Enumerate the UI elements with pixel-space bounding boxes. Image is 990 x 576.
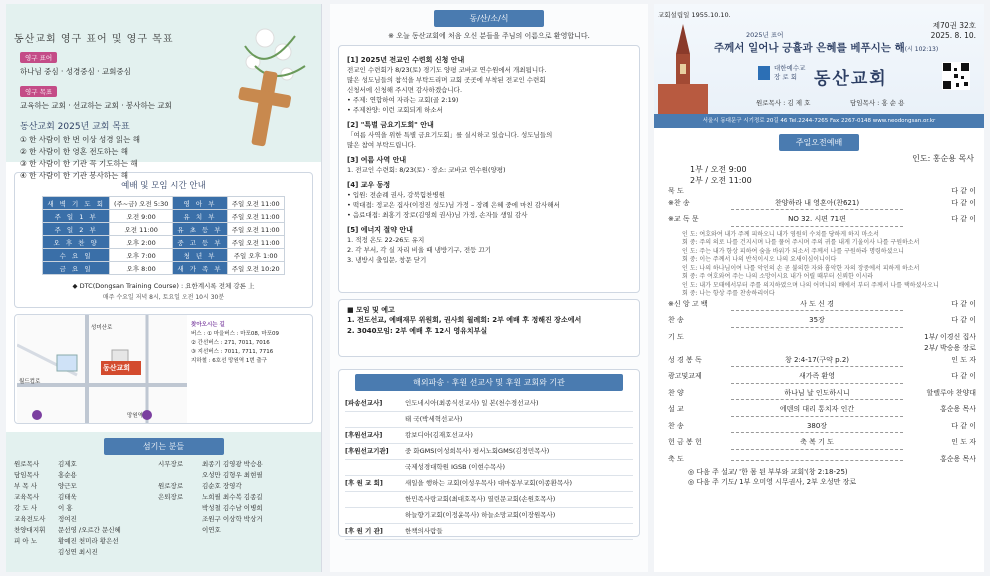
motto-year: 2025년 표어 [746,31,784,39]
responsive-reading-line: 회 중: 이는 주께서 나의 반석이시오 나의 요새이심이니이다 [682,256,837,263]
order-row [668,388,976,405]
order-of-worship [654,186,984,465]
mission-entries: 한책의사람들 [405,527,443,535]
next-prayer: ◎ 다음 주 기도/ 1부 오미영 시무권사, 2부 오성만 장로 [688,478,857,486]
mission-category: [후원선교사] [345,431,383,439]
middle-panel [330,4,648,572]
news-heading: [1] 2025년 전교인 수련회 신청 안내 [347,56,465,64]
mission-entries: 중 화GMS(이성희목사) 평서노회GMS(김정민목사) [405,447,550,455]
staff-cell: 교육목사 [14,493,40,501]
news-heading: [4] 교우 동정 [347,181,391,189]
mission-row [345,524,633,540]
staff-cell: 최종기 김영광 박승용 [202,460,263,468]
order-detail: 창 2:4-17(구약 p.2) [731,355,903,368]
goal2025-item: ③ 한 사람이 한 기관 꼭 기도하는 해 [20,159,138,168]
goal2025-item: ② 한 사람이 한 영혼 전도하는 해 [20,147,128,156]
meeting-title: ■ 모임 및 예고 [347,306,395,314]
cover-header [654,4,984,128]
schedule-cell: 오후 8:00 [109,262,172,275]
staff-cell [158,525,202,536]
mission-category [345,508,405,523]
staff-cell: 양근모 [58,482,77,490]
order-leader: 다 같 이 [951,372,976,380]
map-road-label: 성미산로 [91,325,113,331]
staff-cell: 담임목사 [14,471,40,479]
church-building-illustration [658,24,708,124]
motto-text: 주께서 일어나 긍휼과 은혜를 베푸시는 해 [714,42,905,54]
order-detail: 380장 [731,421,903,434]
staff-cell: 교육전도사 [14,515,46,523]
responsive-reading-line: 인 도: 주는 내가 항상 피하여 숨을 바위가 되소서 주께서 나를 구원하라 명령하셨으니 [682,247,904,255]
staff-list [14,459,313,558]
mission-category: [후 원 교 회] [345,479,383,487]
schedule-row [43,262,284,275]
staff-cell [158,503,202,514]
news-line: • 떡대접: 정교은 집사(이정진 성도)님 가정 – 장례 은혜 중에 마친 감사해서 [347,201,560,209]
mission-row [345,412,633,428]
mission-category: [후 원 기 관] [345,527,383,535]
staff-cell: 김태욱 [58,493,77,501]
news-line: 1. 전교인 수련회: 8/23(토) · 장소: 코바코 연수원(양평) [347,166,506,174]
welcome-text: ※ 오늘 동산교회에 처음 오신 분들을 주님의 이름으로 환영합니다. [388,32,590,40]
permanent-goal: 교육하는 교회 · 선교하는 교회 · 봉사하는 교회 [20,101,172,110]
mission-category: [파송선교사] [345,399,383,407]
service-time: 2부 / 오전 11:00 [690,176,752,185]
order-item: 찬 송 [668,316,684,324]
schedule-cell: 주일 오전 11:00 [227,223,284,236]
order-row [668,332,976,344]
staff-cell [202,547,312,558]
schedule-cell: 유 초 등 부 [173,223,227,236]
next-sermon: ◎ 다음 주 설교/ '한 몸 된 부부와 교회'(창 2:18-25) [688,468,848,476]
service-title: 주일오전예배 [779,134,859,151]
mission-row [345,428,633,444]
news-line: • 주제: 연합하여 자라는 교회(골 2:19) [347,96,459,104]
schedule-cell: 청 년 부 [173,249,227,262]
mission-box [338,369,640,537]
map-section [14,314,313,424]
mission-entries: 태 국(박세혁선교사) [405,415,463,423]
schedule-row [43,249,284,262]
schedule-cell: 영 아 부 [173,197,227,210]
staff-cell: 강 도 사 [14,504,37,512]
right-panel [654,4,984,572]
dtc-info: ◆ DTC(Dongsan Training Course) : 요한계시록 전체 강론 上 [72,282,255,290]
staff-row [14,525,313,536]
denomination-line: 대한예수교 [774,64,806,72]
order-leader: 인 도 자 [951,355,976,364]
staff-cell: 홍순용 [58,471,77,479]
directions-line: 지하철 : 6호선 망원역 1번 출구 [191,358,268,364]
news-line: 많은 성도님들의 참석을 부탁드리며 교회 곳곳에 부착된 전교인 수련회 [347,76,546,84]
staff-cell [14,547,58,558]
order-item: 헌 금 봉 헌 [668,438,702,446]
schedule-cell: 오전 9:00 [109,210,172,223]
mission-row [345,508,633,524]
news-line: 1. 적정 온도 22-26도 유지 [347,236,425,244]
news-line: 「여름 사역을 위한 특별 금요기도회」를 실시하고 있습니다. 성도님들의 [347,131,553,139]
service-times [690,164,984,186]
news-line: • 주제찬양: 이런 교회되게 하소서 [347,106,443,114]
staff-row [14,547,313,558]
order-row [668,343,976,355]
mission-entries: 인도네시아(최종식선교사) 일 본(천수경선교사) [405,399,539,407]
staff-cell: 시무장로 [158,460,184,468]
mission-category [345,412,405,427]
staff-cell: 부 목 사 [14,482,37,490]
staff-cell: 오성만 김형우 최현필 [202,471,263,479]
staff-cell: 노희필 최수복 김종길 [202,493,263,501]
staff-cell: 원로목사 [14,460,40,468]
order-item: 축 도 [668,454,684,463]
schedule-cell: 유 치 부 [173,210,227,223]
order-leader: 할렐루야 찬양대 [926,388,976,397]
staff-row [14,514,313,525]
directions [191,321,313,366]
emeritus-pastor: 원로목사 : 김 제 호 [756,99,811,107]
order-item: 설 교 [668,405,684,413]
news-title: 동/산/소/식 [434,10,544,27]
order-item: ※신 앙 고 백 [668,299,708,308]
responsive-reading-line: 회 중: 주의 의로 나를 건지시며 나를 풀어 주시며 주의 귀를 내게 기울이사 나를 구원하소서 [682,239,920,246]
denomination [774,64,805,82]
order-detail: 하나님 날 인도하시니 [731,388,903,401]
staff-cell: 이 홍 [58,504,73,512]
staff-cell: 정여진 [58,515,77,523]
staff-cell: 김제호 [58,460,77,468]
order-detail: 에덴의 대리 통치자 인간 [731,404,903,417]
order-leader: 다 같 이 [951,421,976,430]
left-panel [6,4,322,572]
mission-entries: 새일을 행하는 교회(이성우목사) 대마동부교회(이종환목사) [405,479,573,487]
mission-entries: 하늘향기교회(이정윤목사) 하늘소망교회(이장원목사) [405,511,556,519]
directions-line: ③ 지선버스 : 7011, 7711, 7716 [191,349,274,355]
issue-date: 2025. 8. 10. [930,31,976,40]
news-heading: [2] "특별 금요기도회" 안내 [347,121,434,129]
staff-cell: 문선영 /오르간 문신혜 [58,526,121,534]
order-detail: 사 도 신 경 [731,299,903,312]
meeting-line: 1. 전도선교, 예배재무 위원회, 권사회 월례회: 2부 예배 후 정해진 장소에서 [347,316,582,324]
senior-pastor: 담임목사 : 홍 순 용 [850,99,905,107]
service-time: 1부 / 오전 9:00 [690,165,747,174]
schedule-cell: 오후 7:00 [109,249,172,262]
mission-category: [후원선교기관] [345,447,389,455]
responsive-reading-line: 인 도: 내가 모태에서부터 주를 의지하였으며 나의 어머니의 배에서 부터 주께서 나를 택하셨사오니 [682,281,939,289]
schedule-cell: 수 요 일 [43,249,110,262]
staff-cell [158,547,202,558]
schedule-cell: 주일 오전 11:00 [227,236,284,249]
vision-title: 동산교회 영구 표어 및 영구 목표 [14,34,174,45]
order-leader: 다 같 이 [951,316,976,324]
order-detail [731,454,903,462]
order-leader: 다 같 이 [951,215,976,223]
staff-cell: 원로장로 [158,482,184,490]
schedule-cell: 중 고 등 부 [173,236,227,249]
mission-row [345,460,633,476]
schedule-box [14,172,313,308]
schedule-cell: 오 후 찬 양 [43,236,110,249]
mission-row [345,492,633,508]
mission-category [345,492,405,507]
news-line: 3. 냉방시 출입문, 창문 닫기 [347,256,427,264]
order-row [668,437,976,454]
map-station-label: 망원역 [127,413,143,419]
news-line: 2. 각 부서, 각 실 자리 비울 때 냉방기구, 전등 끄기 [347,246,492,254]
order-row [668,198,976,215]
schedule-row [43,223,284,236]
schedule-cell: 주 일 2 부 [43,223,110,236]
staff-row [14,481,313,492]
order-item: 광고및교제 [668,372,702,380]
motto-ref: (시 102:13) [904,46,939,53]
order-row [668,404,976,421]
denomination-line: 장 로 회 [774,73,797,81]
order-item: 묵 도 [668,187,684,195]
order-row [668,355,976,372]
mission-category [345,460,405,475]
mission-row [345,396,633,412]
order-detail: 새가족 환영 [731,371,903,384]
news-line: 전교인 수련회가 8/23(토) 경기도 양평 코바코 연수원에서 개최됩니다. [347,66,547,74]
order-item: 성 경 봉 독 [668,355,702,364]
schedule-cell: 주일 오전 11:00 [227,197,284,210]
order-item: 기 도 [668,332,684,341]
schedule-cell: (주~금) 오전 5:30 [109,197,172,210]
schedule-cell: 주일 오후 1:00 [227,249,284,262]
staff-row [14,492,313,503]
directions-line: 버스 : ① 마을버스 : 마포08, 마포09 [191,331,280,337]
directions-title: 찾아오시는 길 [191,322,225,328]
staff-cell: 이연호 [202,526,221,534]
order-leader: 다 같 이 [951,198,976,207]
schedule-row [43,236,284,249]
mission-entries: 국제성경대학원 IGSB (이현수목사) [405,463,506,471]
responsive-reading-line: 인 도: 여호와여 내가 주께 피하오니 내가 영원히 수치를 당하게 하지 마소서 [682,230,879,238]
order-row [668,371,976,388]
order-leader: 홍순용 목사 [939,454,976,463]
order-leader: 1부/ 이경신 집사 [924,332,976,341]
mission-entries: 캄보디아(김재호선교사) [405,431,473,439]
order-detail: NO 32. 시편 71편 [731,214,903,227]
order-row [668,421,976,438]
order-detail: 35장 [731,315,903,328]
meeting-box [338,299,640,357]
mission-list [345,396,633,540]
staff-cell: 조원구 이상학 박상거 [202,515,263,523]
order-row [668,299,976,316]
schedule-cell: 새 벽 기 도 회 [43,197,110,210]
news-line: 많은 참여 부탁드립니다. [347,141,416,149]
order-leader: 인 도 자 [951,438,976,446]
staff-cell [158,514,202,525]
staff-cell [202,536,312,547]
schedule-row [43,210,284,223]
schedule-cell: 주일 오전 11:00 [227,210,284,223]
schedule-cell: 주 일 1 부 [43,210,110,223]
next-week [654,467,984,487]
staff-cell: 박성철 김수남 이병희 [202,504,263,512]
order-item [668,343,728,355]
order-detail: 찬양하라 내 영혼아(찬621) [731,198,903,211]
news-line: • 입원: 전순례 권사, 강북힘찬병원 [347,191,445,199]
news-heading: [3] 여름 사역 안내 [347,156,407,164]
staff-row [14,536,313,547]
staff-section [6,432,321,572]
church-name: 동산교회 [814,69,888,89]
schedule-table [42,196,284,275]
map-church-label: 동산교회 [103,364,131,372]
mission-entries: 한민족사랑교회(최대호목사) 열린문교회(손원호목사) [405,495,556,503]
order-detail: 축 복 기 도 [731,437,903,450]
responsive-reading-line: 인 도: 나의 하나님이여 나를 악인의 손 곧 불의한 자와 흉악한 자의 장중에서 피하게 하소서 [682,264,920,272]
founded-date: 교회설립일 1955.10.10. [658,11,731,19]
order-leader: 2부/ 박승용 장로 [924,344,976,352]
vision-section [6,4,321,180]
staff-cell: 찬양대지휘 [14,526,46,534]
address-bar: 서울시 동대문구 시기정로 20길 46 Tel.2244-7265 Fax 2267-0148 www.neodongsan.or.kr [654,114,984,128]
service-leader: 인도: 홍순용 목사 [912,154,974,163]
staff-row [14,503,313,514]
news-items [347,55,631,265]
staff-cell: 김성연 최시진 [58,548,98,556]
order-row [668,454,976,466]
issue-number: 제70권 32호 [932,21,976,30]
order-leader: 다 같 이 [951,187,976,195]
directions-line: ② 간선버스 : 271, 7011, 7016 [191,340,270,346]
order-leader: 다 같 이 [951,299,976,308]
order-item: ※교 독 문 [668,215,699,223]
schedule-cell: 주일 오전 10:20 [227,262,284,275]
staff-row [14,470,313,481]
denomination-logo-icon [758,66,770,80]
schedule-cell: 오전 11:00 [109,223,172,236]
goal-pill: 영구 목표 [20,86,57,97]
staff-cell: 김순호 장영각 [202,482,242,490]
staff-cell [158,536,202,547]
mission-row [345,444,633,460]
order-row [668,186,976,198]
issue-info [931,20,976,40]
motto-pill: 영구 표어 [20,52,57,63]
staff-cell: 은퇴장로 [158,493,184,501]
mission-title: 해외파송 · 후원 선교사 및 후원 교회와 기관 [355,374,623,391]
meeting-line: 2. 3040모임: 2부 예배 후 12시 영유치부실 [347,327,488,335]
responsive-reading-line: 회 중: 나는 항상 주를 찬송하리이다 [682,290,775,297]
schedule-title: 예배 및 모임 시간 안내 [121,181,206,191]
qr-code-icon[interactable] [942,62,970,90]
news-heading: [5] 에너지 절약 안내 [347,226,413,234]
order-item: 찬 양 [668,388,684,397]
goal2025-title: 동산교회 2025년 교회 목표 [20,122,130,132]
order-row [668,315,976,332]
staff-cell: 피 아 노 [14,537,37,545]
order-item: 찬 송 [668,421,684,430]
news-line: 신청서에 신청해 주시면 감사하겠습니다. [347,86,463,94]
news-line: • 음료대접: 최홍기 장로(김영희 권사)님 가정, 손자들 생일 감사 [347,211,528,219]
permanent-motto: 하나님 중심 · 성경중심 · 교회중심 [20,67,131,76]
staff-cell: 황예진 천미라 황은선 [58,537,119,545]
year-motto [714,40,938,55]
goal2025-item: ① 한 사람이 한 번 이상 성경 읽는 해 [20,135,140,144]
dtc-time: 매주 수요일 저녁 8시, 토요일 오전 10시 30분 [102,294,225,301]
staff-row [14,459,313,470]
order-row [668,214,976,231]
order-item: ※찬 송 [668,198,690,207]
cross-flower-illustration [225,16,315,156]
mission-row [345,476,633,492]
news-box [338,45,640,293]
map-road-label: 월드컵로 [19,379,41,385]
order-leader: 홍순용 목사 [939,405,976,413]
staff-cell [158,470,202,481]
responsive-reading-line: 회 중: 주 여호와여 주는 나의 소망이시요 내가 어릴 때부터 신뢰한 이시라 [682,273,874,280]
schedule-cell: 금 요 일 [43,262,110,275]
schedule-cell: 오후 2:00 [109,236,172,249]
schedule-row [43,197,284,210]
goal2025-item: ④ 한 사람이 한 기관 봉사하는 해 [20,171,128,180]
location-map [17,315,187,423]
schedule-cell: 새 가 족 부 [173,262,227,275]
staff-title: 섬기는 분들 [104,438,224,455]
